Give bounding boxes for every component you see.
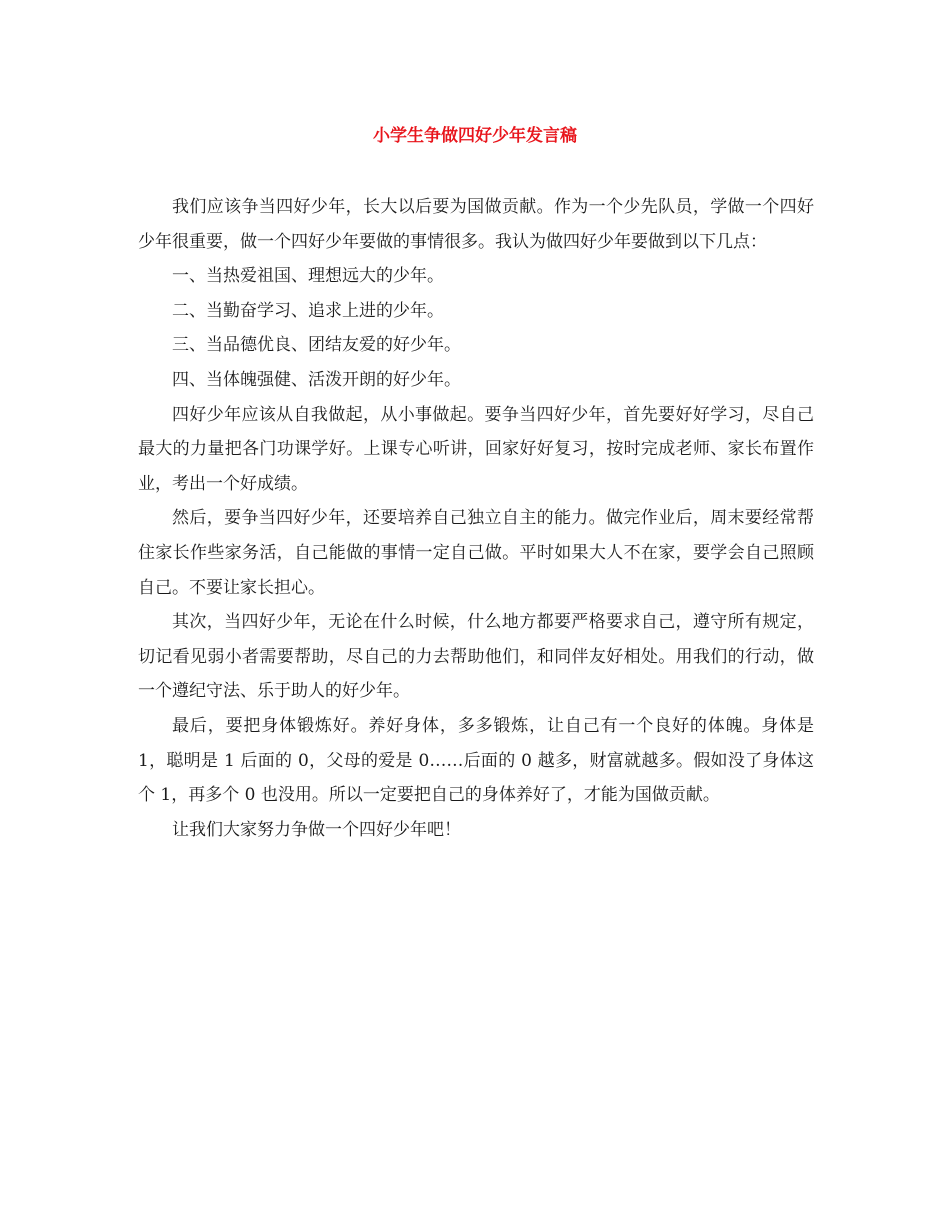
paragraph-independence: 然后，要争当四好少年，还要培养自己独立自主的能力。做完作业后，周末要经常帮住家长作些家务活，自己能做的事情一定自己做。平时如果大人不在家，要学会自己照顾自己。不要让家长担心。 [138, 508, 814, 598]
paragraph-study: 四好少年应该从自我做起，从小事做起。要争当四好少年，首先要好好学习，尽自己最大的力量把各门功课学好。上课专心听讲，回家好好复习，按时完成老师、家长布置作业，考出一个好成绩。 [138, 404, 814, 494]
paragraph-point-4: 四、当体魄强健、活泼开朗的好少年。 [172, 369, 461, 390]
paragraph-health: 最后，要把身体锻炼好。养好身体，多多锻炼，让自己有一个良好的体魄。身体是 1，聪明是 1 后面的 0，父母的爱是 0……后面的 0 越多，财富就越多。假如没了身体这个 1，再多个 0 也没用。所以一定要把自己的身体养好了，才能为国做贡献。 [138, 715, 814, 806]
paragraph-intro: 我们应该争当四好少年，长大以后要为国做贡献。作为一个少先队员，学做一个四好少年很重要，做一个四好少年要做的事情很多。我认为做四好少年要做到以下几点： [138, 197, 814, 252]
document-body [138, 190, 814, 847]
paragraph-closing: 让我们大家努力争做一个四好少年吧！ [172, 819, 461, 840]
paragraph-discipline: 其次，当四好少年，无论在什么时候，什么地方都要严格要求自己，遵守所有规定，切记看见弱小者需要帮助，尽自己的力去帮助他们，和同伴友好相处。用我们的行动，做一个遵纪守法、乐于助人的好少年。 [138, 612, 814, 702]
document-title: 小学生争做四好少年发言稿 [373, 126, 577, 146]
paragraph-point-1: 一、当热爱祖国、理想远大的少年。 [172, 266, 444, 287]
paragraph-point-2: 二、当勤奋学习、追求上进的少年。 [172, 300, 444, 321]
paragraph-point-3: 三、当品德优良、团结友爱的好少年。 [172, 335, 461, 356]
